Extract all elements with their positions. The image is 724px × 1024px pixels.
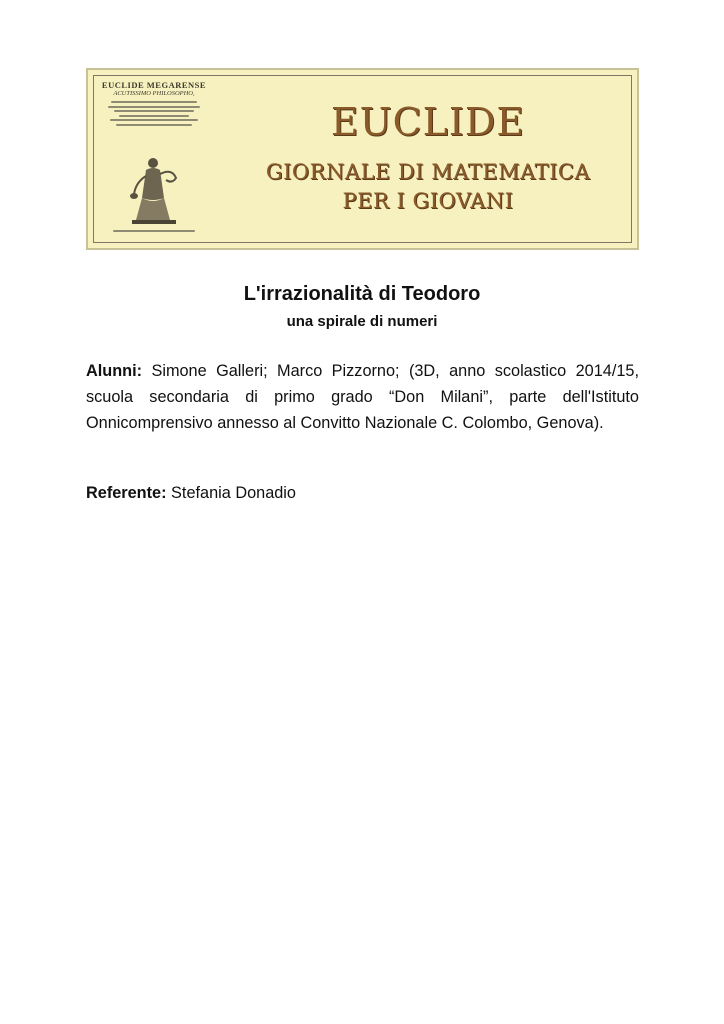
journal-subtitle-line1: GIORNALE DI MATEMATICA <box>265 160 591 184</box>
students-text: Simone Galleri; Marco Pizzorno; (3D, anno scolastico 2014/15, scuola secondaria di primo grado “Don Milani”, parte dell'Istituto Onnicomprensivo annesso al Convitto Nazionale C. Colombo, Genova). <box>86 362 639 432</box>
article-subtitle: una spirale di numeri <box>286 313 438 330</box>
journal-banner <box>86 68 639 250</box>
frontispiece-title: EUCLIDE MEGARENSE <box>101 80 207 90</box>
frontispiece-text-lines <box>104 101 204 126</box>
frontispiece-image <box>96 80 212 240</box>
frontispiece-imprint <box>96 230 212 232</box>
students-label: Alunni: <box>86 362 143 380</box>
journal-name: EUCLIDE <box>330 100 526 144</box>
referente-paragraph <box>86 480 296 506</box>
referente-label: Referente: <box>86 484 167 502</box>
students-paragraph <box>86 358 639 436</box>
journal-subtitle-line2: PER I GIOVANI <box>342 189 514 213</box>
article-title: L'irrazionalità di Teodoro <box>243 283 481 305</box>
referente-name: Stefania Donadio <box>166 484 296 502</box>
allegorical-figure-icon <box>126 154 182 226</box>
frontispiece-subtitle: ACUTISSIMO PHILOSOPHO, <box>113 90 195 97</box>
